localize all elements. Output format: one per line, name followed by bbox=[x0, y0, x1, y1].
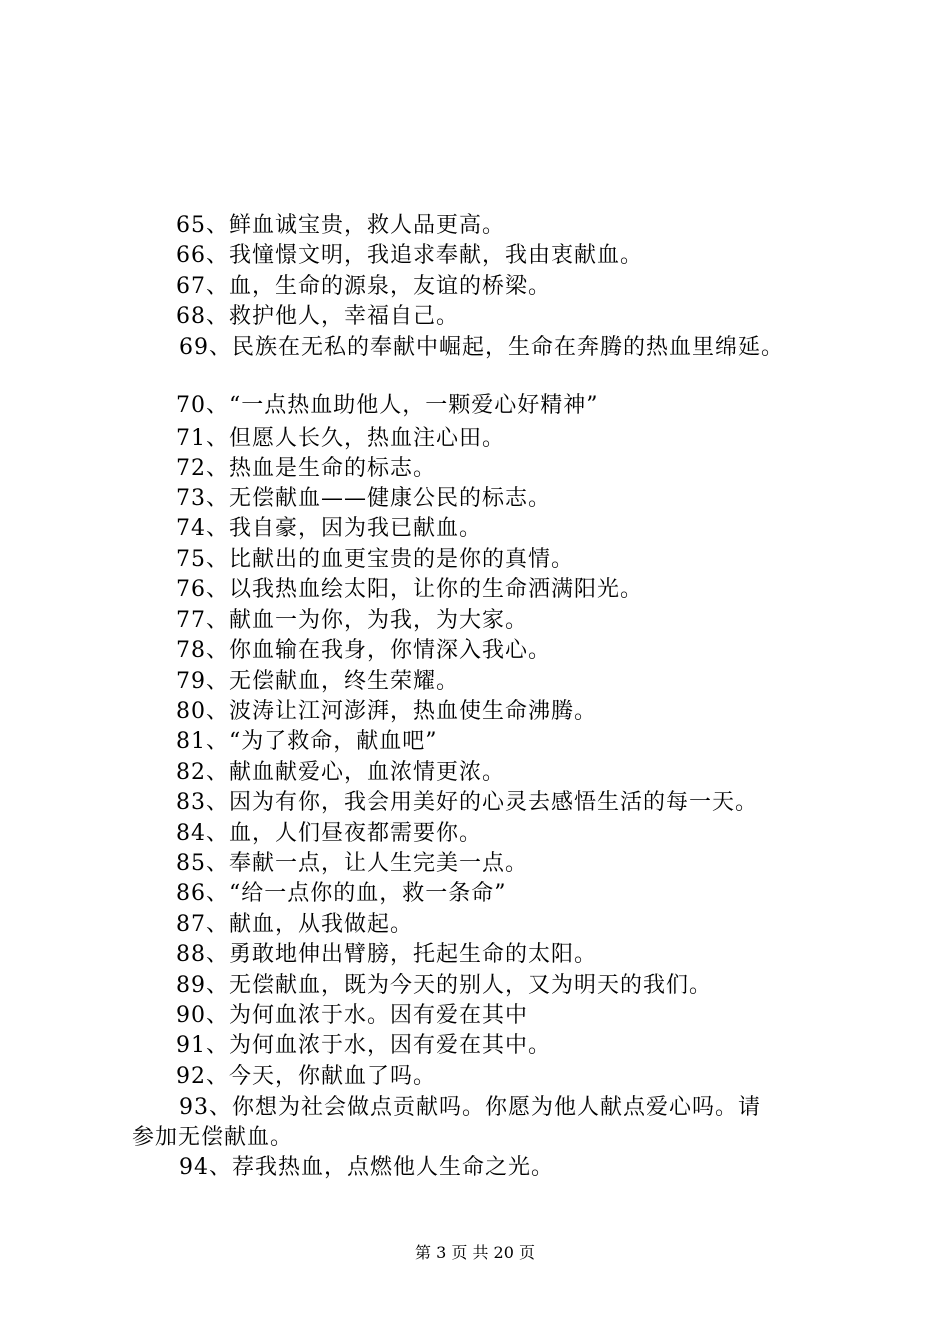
slogan-76: 76、以我热血绘太阳，让你的生命洒满阳光。 bbox=[176, 577, 643, 602]
slogan-79: 79、无偿献血，终生荣耀。 bbox=[176, 669, 459, 694]
slogan-67: 67、血，生命的源泉，友谊的桥梁。 bbox=[176, 274, 551, 299]
slogan-78: 78、你血输在我身，你情深入我心。 bbox=[176, 638, 551, 663]
slogan-88: 88、勇敢地伸出臂膀，托起生命的太阳。 bbox=[176, 942, 597, 967]
slogan-94: 94、荐我热血，点燃他人生命之光。 bbox=[179, 1155, 554, 1180]
slogan-83: 83、因为有你，我会用美好的心灵去感悟生活的每一天。 bbox=[176, 790, 758, 815]
slogan-68: 68、救护他人，幸福自己。 bbox=[176, 304, 459, 329]
slogan-71: 71、但愿人长久，热血注心田。 bbox=[176, 426, 505, 451]
slogan-65: 65、鲜血诚宝贵，救人品更高。 bbox=[176, 213, 505, 238]
slogan-93-continuation: 参加无偿献血。 bbox=[132, 1125, 294, 1150]
slogan-77: 77、献血一为你，为我，为大家。 bbox=[176, 608, 528, 633]
slogan-75: 75、比献出的血更宝贵的是你的真情。 bbox=[176, 547, 574, 572]
slogan-82: 82、献血献爱心，血浓情更浓。 bbox=[176, 760, 505, 785]
slogan-85: 85、奉献一点，让人生完美一点。 bbox=[176, 851, 528, 876]
slogan-91: 91、为何血浓于水，因有爱在其中。 bbox=[176, 1033, 551, 1058]
slogan-84: 84、血，人们昼夜都需要你。 bbox=[176, 821, 482, 846]
slogan-81: 81、“为了救命，献血吧” bbox=[176, 729, 438, 754]
slogan-70: 70、“一点热血助他人，一颗爱心好精神” bbox=[176, 393, 599, 418]
slogan-72: 72、热血是生命的标志。 bbox=[176, 456, 436, 481]
slogan-69: 69、民族在无私的奉献中崛起，生命在奔腾的热血里绵延。 bbox=[179, 335, 784, 360]
slogan-87: 87、献血，从我做起。 bbox=[176, 912, 413, 937]
slogan-90: 90、为何血浓于水。因有爱在其中 bbox=[176, 1003, 528, 1028]
slogan-92: 92、今天，你献血了吗。 bbox=[176, 1064, 436, 1089]
slogan-73: 73、无偿献血——健康公民的标志。 bbox=[176, 486, 551, 511]
slogan-66: 66、我憧憬文明，我追求奉献，我由衷献血。 bbox=[176, 243, 643, 268]
slogan-86: 86、“给一点你的血，救一条命” bbox=[176, 881, 507, 906]
slogan-74: 74、我自豪，因为我已献血。 bbox=[176, 516, 482, 541]
slogan-93: 93、你想为社会做点贡献吗。你愿为他人献点爱心吗。请 bbox=[179, 1095, 761, 1120]
page-footer: 第 3 页 共 20 页 bbox=[415, 1243, 535, 1262]
slogan-89: 89、无偿献血，既为今天的别人，又为明天的我们。 bbox=[176, 973, 712, 998]
slogan-80: 80、波涛让江河澎湃，热血使生命沸腾。 bbox=[176, 699, 597, 724]
